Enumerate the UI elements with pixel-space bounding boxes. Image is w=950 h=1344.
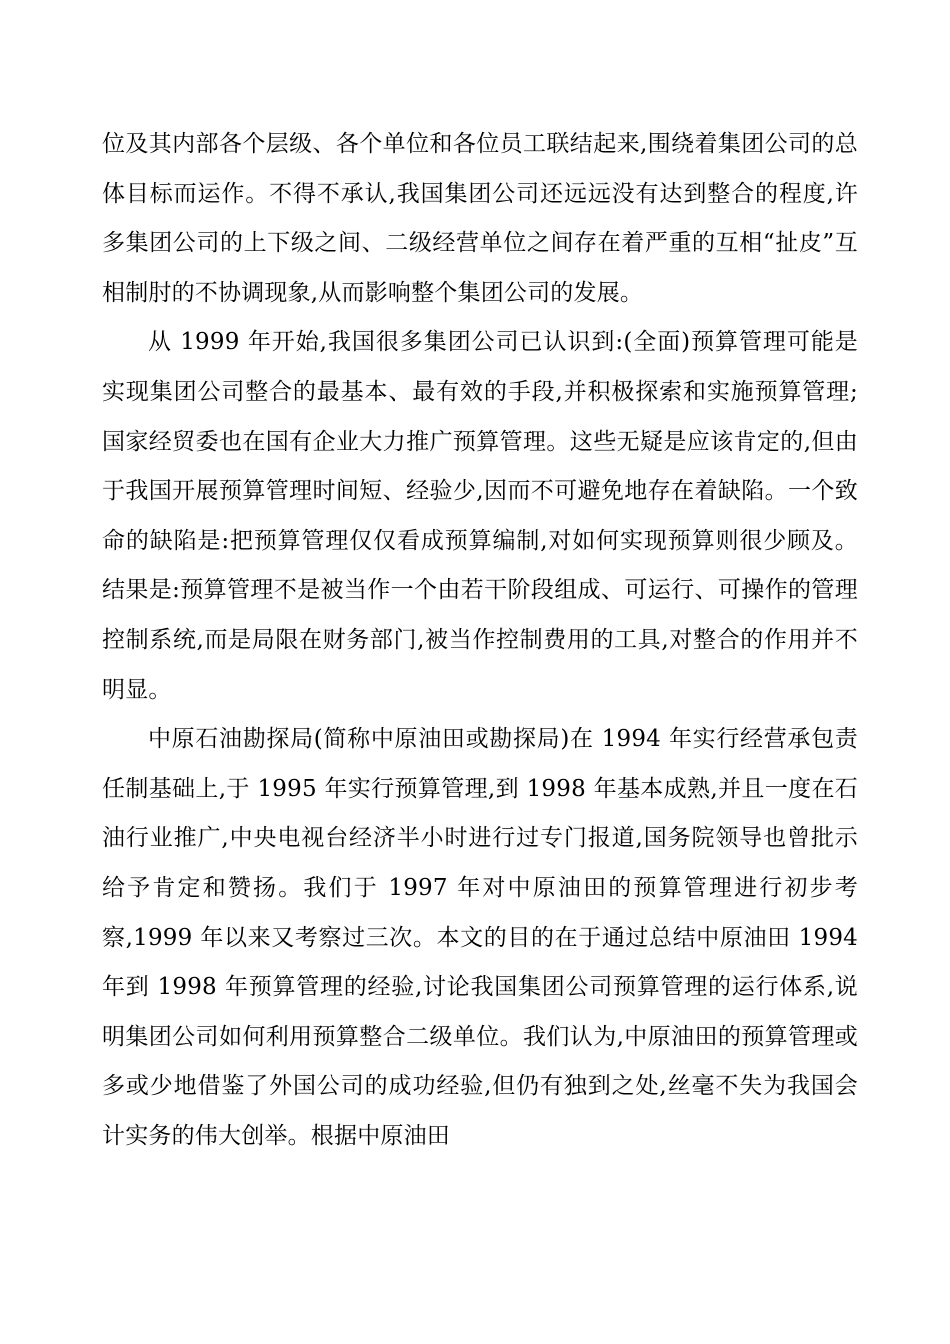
document-body	[102, 120, 858, 1161]
paragraph-2: 从 1999 年开始,我国很多集团公司已认识到:(全面)预算管理可能是实现集团公司整合的最基本、最有效的手段,并积极探索和实施预算管理;国家经贸委也在国有企业大力推广预算管理。这些无疑是应该肯定的,但由于我国开展预算管理时间短、经验少,因而不可避免地存在着缺陷。一个致命的缺陷是:把预算管理仅仅看成预算编制,对如何实现预算则很少顾及。结果是:预算管理不是被当作一个由若干阶段组成、可运行、可操作的管理控制系统,而是局限在财务部门,被当作控制费用的工具,对整合的作用并不明显。	[102, 329, 858, 703]
paragraph-3: 中原石油勘探局(简称中原油田或勘探局)在 1994 年实行经营承包责任制基础上,于 1995 年实行预算管理,到 1998 年基本成熟,并且一度在石油行业推广,中央电视台经济半小时进行过专门报道,国务院领导也曾批示给予肯定和赞扬。我们于 1997 年对中原油田的预算管理进行初步考察,1999 年以来又考察过三次。本文的目的在于通过总结中原油田 1994 年到 1998 年预算管理的经验,讨论我国集团公司预算管理的运行体系,说明集团公司如何利用预算整合二级单位。我们认为,中原油田的预算管理或多或少地借鉴了外国公司的成功经验,但仍有独到之处,丝毫不失为我国会计实务的伟大创举。根据中原油田	[102, 726, 858, 1149]
paragraph-1: 位及其内部各个层级、各个单位和各位员工联结起来,围绕着集团公司的总体目标而运作。不得不承认,我国集团公司还远远没有达到整合的程度,许多集团公司的上下级之间、二级经营单位之间存在着严重的互相“扯皮”互相制肘的不协调现象,从而影响整个集团公司的发展。	[102, 131, 858, 306]
